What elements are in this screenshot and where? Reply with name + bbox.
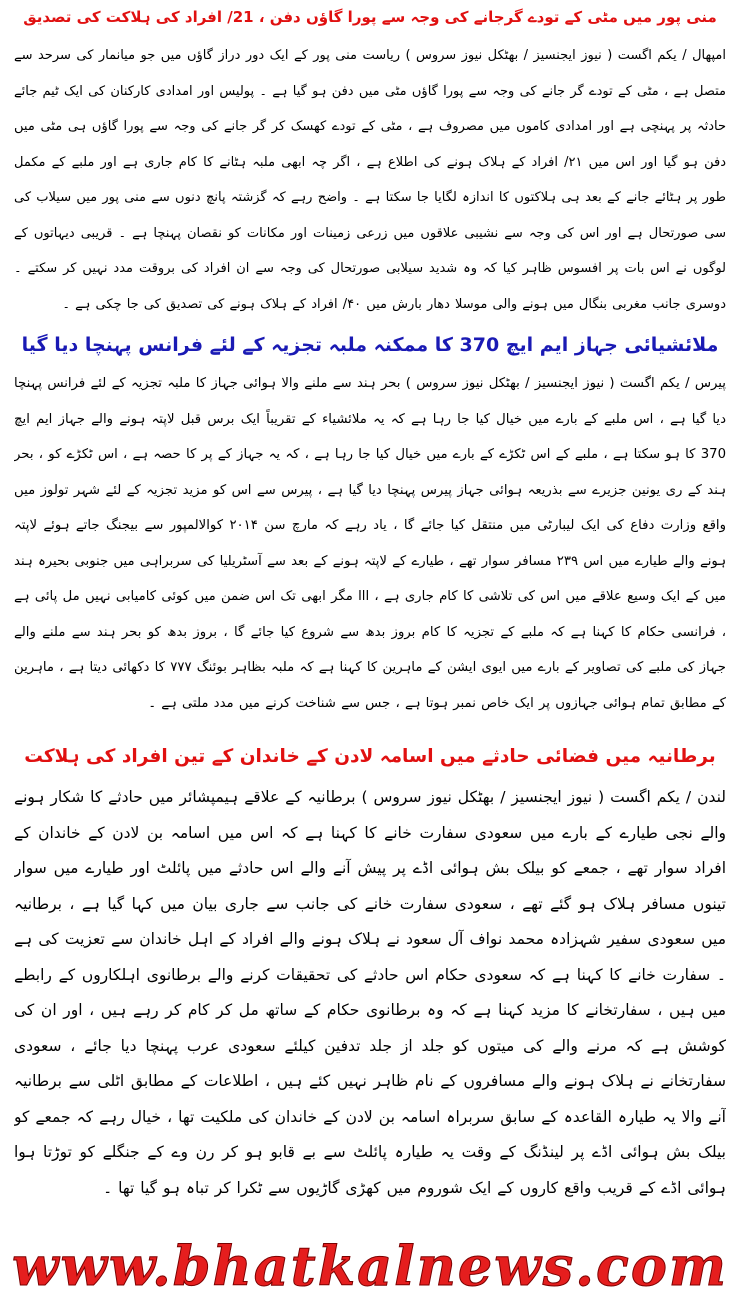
site-footer [0,1232,740,1300]
article-body-manipur: امپھال / یکم اگست ( نیوز ایجنسیز / بھٹکل نیوز سروس ) ریاست منی پور کے ایک دور دراز گاؤں میں جو میانمار کی سرحد سے متصل ہے ، مٹی کے تودے گر جانے کی وجہ سے پورا گاؤں مٹی میں دفن ہو گیا ہے ۔ پولیس اور امدادی کارکنان کی ایک ٹیم جائے حادثہ پر پہنچی ہے اور امدادی کاموں میں مصروف ہے ، مٹی کے تودے کھسک کر گر جانے کی وجہ سے پورا گاؤں ہی مٹی میں دفن ہو گیا اور اس میں ۲۱/ افراد کے ہلاک ہونے کی اطلاع ہے ، اگر چہ ابھی ملبہ ہٹانے کا کام جاری ہے اور ملبے کے مکمل طور پر ہٹائے جانے کے بعد ہی ہلاکتوں کا اندازہ لگایا جا سکتا ہے ۔ واضح رہے کہ گزشتہ پانچ دنوں سے منی پور میں سیلاب کی سی صورتحال ہے اور اس کی وجہ سے نشیبی علاقوں میں زرعی زمینات اور مکانات کو نقصان پہنچا ہے ۔ قریبی دیہاتوں کے لوگوں نے اس بات پر افسوس ظاہر کیا کہ وہ شدید سیلابی صورتحال کی وجہ سے ان افراد کی بروقت مدد نہیں کر سکتے ۔ دوسری جانب مغربی بنگال میں ہونے والی موسلا دھار بارش میں ۴۰/ افراد کے ہلاک ہونے کی تصدیق کی جا چکی ہے ۔ [14,48,726,312]
headline-manipur-landslide: منی پور میں مٹی کے تودے گرجانے کی وجہ سے پورا گاؤں دفن ، 21/ افراد کی ہلاکت کی تصدیق [23,8,717,26]
headline-uk-plane-crash: برطانیہ میں فضائی حادثے میں اسامہ لادن کے خاندان کے تین افراد کی ہلاکت [24,746,716,767]
headline-mh370-debris: ملائشیائی جہاز ایم ایچ 370 کا ممکنہ ملبہ تجزیہ کے لئے فرانس پہنچا دیا گیا [21,334,719,356]
article-body-mh370: پیرس / یکم اگست ( نیوز ایجنسیز / بھٹکل نیوز سروس ) بحر ہند سے ملنے والا ہوائی جہاز کا ملبہ تجزیہ کے لئے فرانس پہنچا دیا گیا ہے ، اس ملبے کے بارے میں خیال کیا جا رہا ہے کہ یہ ملائشیاء کے تقریباً ایک برس قبل لاپتہ ہونے والے جہاز ایم ایچ 370 کا ہو سکتا ہے ، ملبے کے اس ٹکڑے کے بارے میں خیال کیا جا رہا ہے ، کہ یہ جہاز کے پر کا حصہ ہے ، اس ٹکڑے کو ، بحر ہند کے ری یونین جزیرے سے بذریعہ ہوائی جہاز پیرس پہنچا دیا گیا ہے ، پیرس سے اس کو مزید تجزیہ کے لئے شہر تولوز میں واقع وزارت دفاع کی ایک لیبارٹی میں منتقل کیا جائے گا ، یاد رہے کہ مارچ سن ۲۰۱۴ کوالالمپور سے بیجنگ جاتے ہوئے لاپتہ ہونے والے طیارے میں اس ۲۳۹ مسافر سوار تھے ، طیارے کے لاپتہ ہونے کے بعد سے آسٹریلیا کی سربراہی میں جنوبی بحیرہ ہند میں کے ایک وسیع علاقے میں اس کی تلاشی کا کام جاری ہے ، ااا مگر ابھی تک اس ضمن میں کوئی کامیابی نہیں مل پائی ہے ، فرانسی حکام کا کہنا ہے کہ ملبے کے تجزیہ کا کام بروز بدھ سے شروع کیا جائے گا ، بروز بدھ کو بحر ہند سے ملنے والے جہاز کی ملبے کی تصاویر کے بارے میں ایوی ایشن کے ماہرین کا کہنا ہے کہ ملبہ بظاہر بوئنگ ۷۷۷ کا دکھائی دیتا ہے ، ماہرین کے مطابق تمام ہوائی جہازوں پر ایک خاص نمبر ہوتا ہے ، جس سے شناخت کرنے میں مدد ملتی ہے ۔ [14,376,726,711]
article-body-uk-crash: لندن / یکم اگست ( نیوز ایجنسیز / بھٹکل نیوز سروس ) برطانیہ کے علاقے ہیمپشائر میں حادثے کا شکار ہونے والے نجی طیارے کے بارے میں سعودی سفارت خانے کا کہنا ہے کہ اس میں اسامہ بن لادن کے خاندان کے افراد سوار تھے ، جمعے کو بیلک بش ہوائی اڈے پر پیش آنے والے اس حادثے میں پائلٹ اور طیارے میں سوار تینوں مسافر ہلاک ہو گئے تھے ، سعودی سفارت خانے کی جانب سے جاری بیان میں کہا گیا ہے ، برطانیہ میں سعودی سفیر شہزادہ محمد نواف آل سعود نے ہلاک ہونے والے افراد کے اہل خاندان سے تعزیت کی ہے ۔ سفارت خانے کا کہنا ہے کہ سعودی حکام اس حادثے کی تحقیقات کرنے والے برطانوی اہلکاروں کے رابطے میں ہیں ، سفارتخانے کا مزید کہنا ہے کہ وہ برطانوی حکام کے ساتھ مل کر کام کر رہے ہیں ، اور ان کی کوشش ہے کہ مرنے والے کی میتوں کو جلد از جلد تدفین کیلئے سعودی عرب پہنچا دیا جائے ، سعودی سفارتخانے نے ہلاک ہونے والے مسافروں کے نام ظاہر نہیں کئے ہیں ، اطلاعات کے مطابق اٹلی سے برطانیہ آنے والا یہ طیارہ القاعدہ کے سابق سربراہ اسامہ بن لادن کے خاندان کی ملکیت تھا ، خیال رہے کہ جمعے کو بیلک بش ہوائی اڈے پر لینڈنگ کے وقت یہ طیارہ پائلٹ سے بے قابو ہو کر رن وے کے جنگلے کو توڑتا ہوا ہوائی اڈے کے قریب واقع کاروں کے ایک شوروم میں کھڑی گاڑیوں سے ٹکرا کر تباہ ہو گیا تھا ۔ [14,788,726,1197]
site-url-link[interactable]: www.bhatkalnews.com [11,1234,729,1298]
